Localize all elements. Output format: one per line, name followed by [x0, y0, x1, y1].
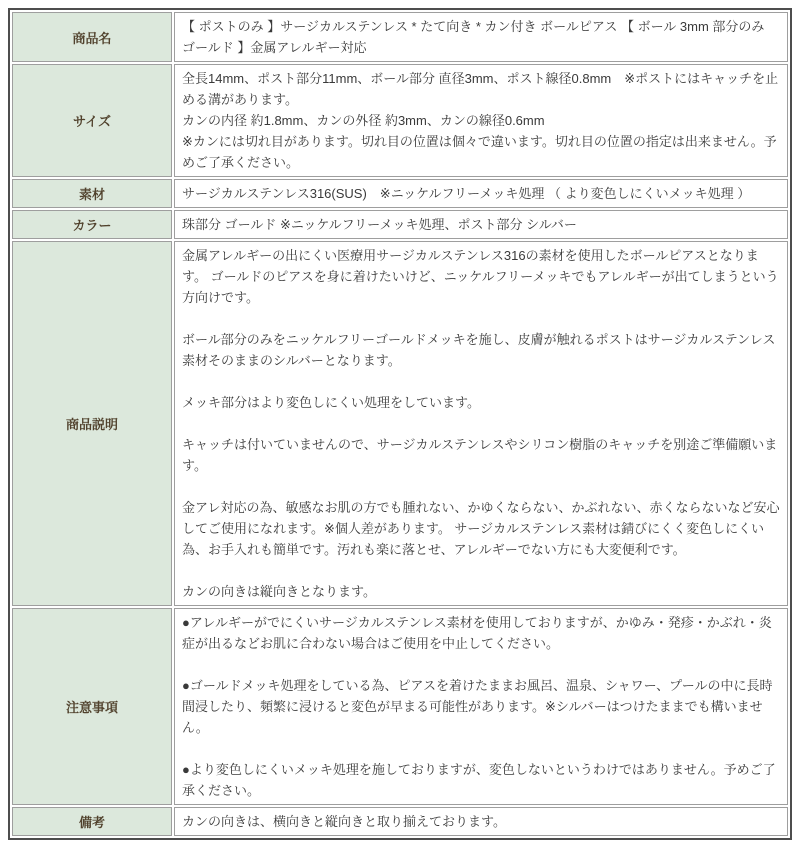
size-line: 全長14mm、ポスト部分11mm、ボール部分 直径3mm、ポスト線径0.8mm ※ポストにはキャッチを止める溝があります。	[182, 71, 779, 107]
label-material: 素材	[12, 179, 172, 208]
product-name-text: 【 ポストのみ 】サージカルステンレス * たて向き * カン付き ボールピアス 【 ボール 3mm 部分のみ ゴールド 】金属アレルギー対応	[182, 19, 765, 55]
table-row-color	[12, 210, 788, 239]
table-row-description	[12, 241, 788, 606]
notes-text: カンの向きは、横向きと縦向きと取り揃えております。	[182, 814, 506, 829]
value-size	[174, 64, 788, 177]
material-text: サージカルステンレス316(SUS) ※ニッケルフリーメッキ処理 （ より変色しにくいメッキ処理 ）	[182, 186, 751, 201]
description-paragraph: メッキ部分はより変色しにくい処理をしています。	[182, 395, 480, 410]
description-paragraph: キャッチは付いていませんので、サージカルステンレスやシリコン樹脂のキャッチを別途ご準備願います。	[182, 437, 778, 473]
size-line: ※カンには切れ目があります。切れ目の位置は個々で違います。切れ目の位置の指定は出来ません。予めご了承ください。	[182, 134, 777, 170]
value-description	[174, 241, 788, 606]
value-precautions	[174, 608, 788, 805]
description-paragraph: 金アレ対応の為、敏感なお肌の方でも腫れない、かゆくならない、かぶれない、赤くならないなど安心してご使用になれます。※個人差があります。 サージカルステンレス素材は錆びにくく変色しにくい為、お手入れも簡単です。汚れも楽に落とせ、アレルギーでない方にも大変便利です。	[182, 500, 780, 557]
label-precautions: 注意事項	[12, 608, 172, 805]
table-row-notes	[12, 807, 788, 836]
color-text: 珠部分 ゴールド ※ニッケルフリーメッキ処理、ポスト部分 シルバー	[182, 217, 577, 232]
table-row-size	[12, 64, 788, 177]
label-product-name: 商品名	[12, 12, 172, 62]
description-paragraph: 金属アレルギーの出にくい医療用サージカルステンレス316の素材を使用したボールピアスとなります。 ゴールドのピアスを身に着けたいけど、ニッケルフリーメッキでもアレルギーが出てしまうという方向けです。	[182, 248, 779, 305]
label-size: サイズ	[12, 64, 172, 177]
label-description: 商品説明	[12, 241, 172, 606]
precaution-item: ●ゴールドメッキ処理をしている為、ピアスを着けたままお風呂、温泉、シャワー、プールの中に長時間浸したり、頻繁に浸けると変色が早まる可能性があります。※シルバーはつけたままでも構いません。	[182, 678, 773, 735]
table-row-precautions	[12, 608, 788, 805]
label-notes: 備考	[12, 807, 172, 836]
label-color: カラー	[12, 210, 172, 239]
precaution-item: ●より変色しにくいメッキ処理を施しておりますが、変色しないというわけではありません。予めご了承ください。	[182, 762, 776, 798]
table-row-product-name	[12, 12, 788, 62]
value-product-name	[174, 12, 788, 62]
value-color	[174, 210, 788, 239]
size-line: カンの内径 約1.8mm、カンの外径 約3mm、カンの線径0.6mm	[182, 113, 545, 128]
description-paragraph: ボール部分のみをニッケルフリーゴールドメッキを施し、皮膚が触れるポストはサージカルステンレス素材そのままのシルバーとなります。	[182, 332, 776, 368]
table-row-material	[12, 179, 788, 208]
precaution-item: ●アレルギーがでにくいサージカルステンレス素材を使用しておりますが、かゆみ・発疹・かぶれ・炎症が出るなどお肌に合わない場合はご使用を中止してください。	[182, 615, 772, 651]
product-spec-table	[8, 8, 792, 840]
value-material	[174, 179, 788, 208]
description-paragraph: カンの向きは縦向きとなります。	[182, 584, 376, 599]
value-notes	[174, 807, 788, 836]
